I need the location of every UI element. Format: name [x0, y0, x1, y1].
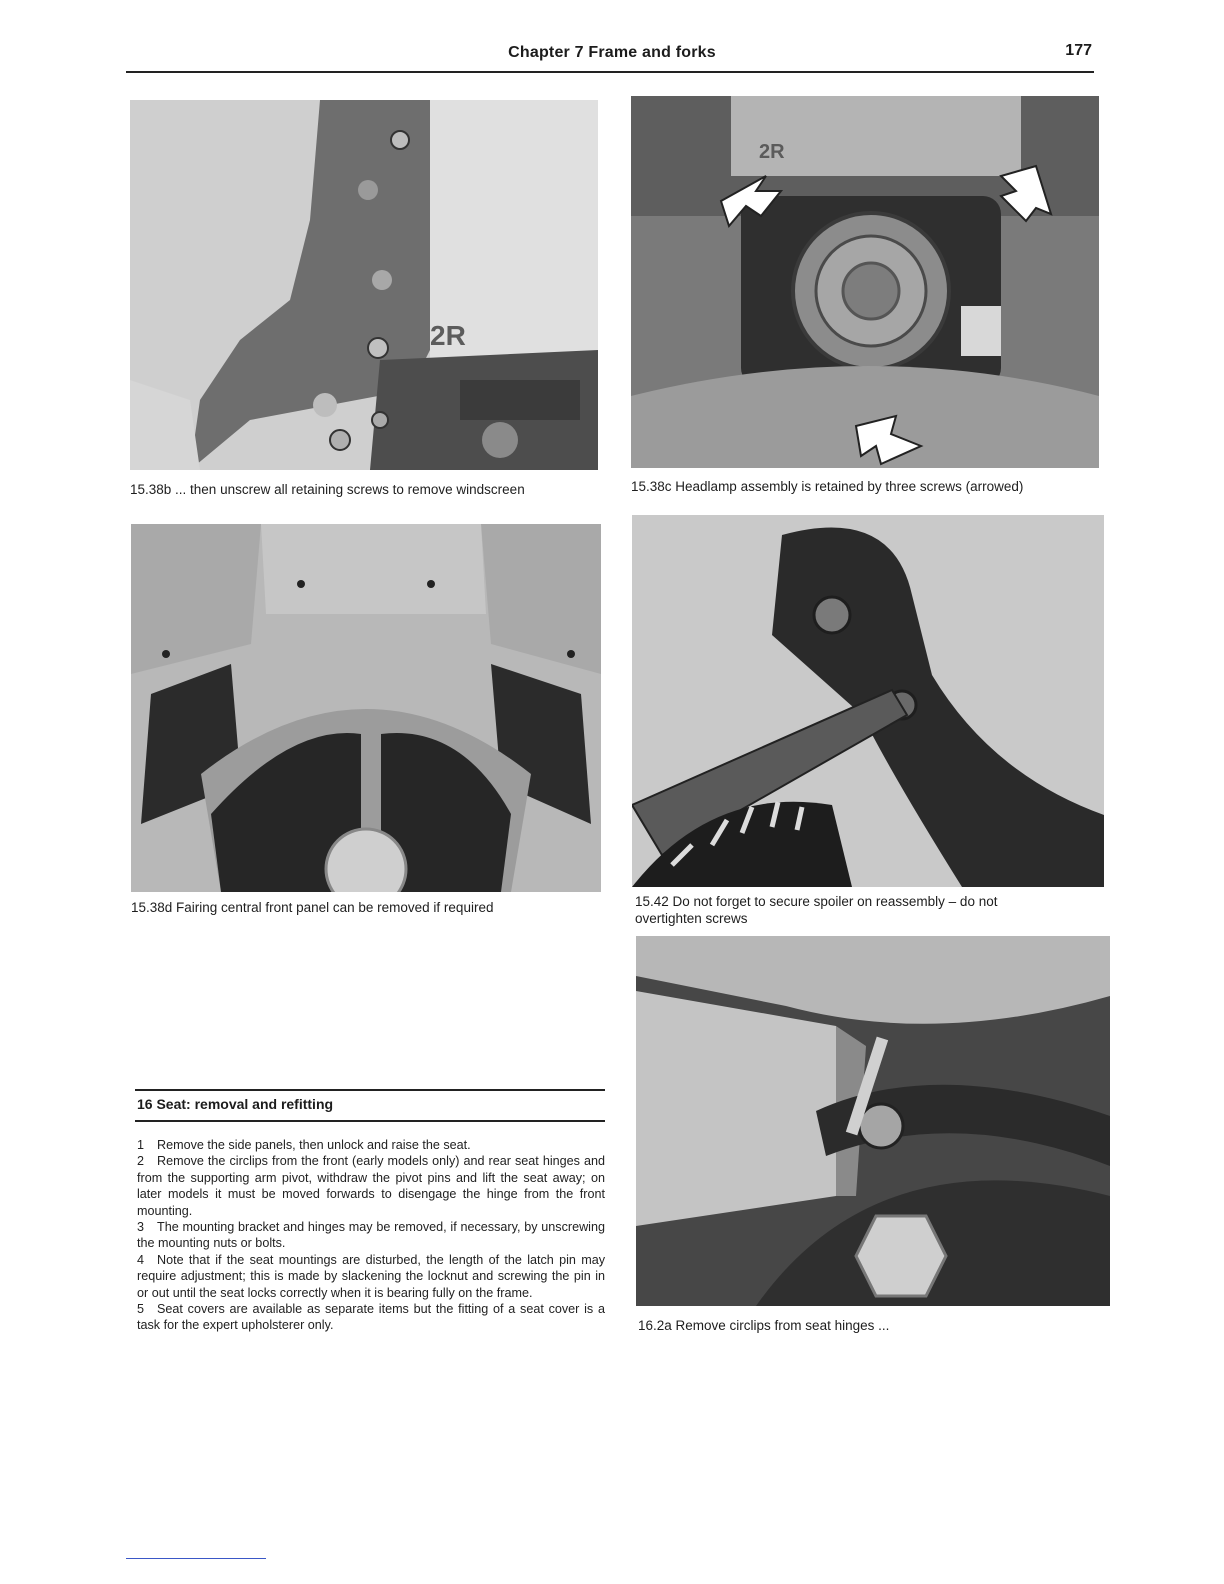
caption-15-38c: 15.38c Headlamp assembly is retained by three screws (arrowed): [631, 479, 1024, 494]
section-body: [137, 1137, 605, 1334]
paragraph-text: Seat covers are available as separate items but the fitting of a seat cover is a task for the expert upholsterer only.: [137, 1302, 605, 1333]
paragraph-number: 5: [137, 1302, 145, 1317]
paragraph: [137, 1219, 605, 1252]
header-rule: [126, 71, 1094, 73]
paragraph-number: 1: [137, 1138, 145, 1152]
paragraph-text: Remove the side panels, then unlock and raise the seat.: [157, 1138, 471, 1152]
caption-15-38d: 15.38d Fairing central front panel can be removed if required: [131, 900, 494, 915]
photo-windscreen: [130, 100, 598, 470]
page-number: 177: [1065, 42, 1092, 59]
paragraph: [137, 1252, 605, 1301]
paragraph: [137, 1301, 605, 1334]
chapter-title: Chapter 7 Frame and forks: [508, 44, 716, 61]
footer-rule: [126, 1558, 266, 1559]
photo-windscreen-logo: 2R: [430, 320, 466, 351]
section-rule-bottom: [135, 1120, 605, 1122]
photo-headlamp: [631, 96, 1099, 468]
photo-fairing-panel: [131, 524, 601, 892]
caption-15-42-line-2: overtighten screws: [635, 911, 748, 926]
photo-spoiler: [632, 515, 1104, 887]
section-rule-top: [135, 1089, 605, 1091]
paragraph-number: 3: [137, 1220, 145, 1235]
paragraph-text: Remove the circlips from the front (early models only) and rear seat hinges and from the supporting arm pivot, withdraw the pivot pins and lift the seat away; on later models it must be moved forwards to disengage the hinge from the front mounting.: [137, 1154, 605, 1218]
caption-15-42: [635, 893, 997, 927]
caption-15-38b: 15.38b ... then unscrew all retaining screws to remove windscreen: [130, 482, 525, 497]
paragraph-number: 2: [137, 1154, 145, 1169]
paragraph-number: 4: [137, 1252, 145, 1267]
paragraph: [137, 1137, 605, 1153]
photo-headlamp-logo: 2R: [759, 141, 785, 163]
caption-15-42-line-1: 15.42 Do not forget to secure spoiler on reassembly – do not: [635, 894, 998, 909]
paragraph: [137, 1153, 605, 1219]
paragraph-text: The mounting bracket and hinges may be removed, if necessary, by unscrewing the mounting nuts or bolts.: [137, 1220, 605, 1251]
photo-seat-hinge: [636, 936, 1110, 1306]
section-heading: 16 Seat: removal and refitting: [137, 1096, 334, 1112]
paragraph-text: Note that if the seat mountings are disturbed, the length of the latch pin may require adjustment; this is made by slackening the locknut and screwing the pin in or out until the seat locks correctly when it is bearing fully on the frame.: [137, 1252, 605, 1300]
caption-16-2a: 16.2a Remove circlips from seat hinges ...: [638, 1318, 890, 1333]
